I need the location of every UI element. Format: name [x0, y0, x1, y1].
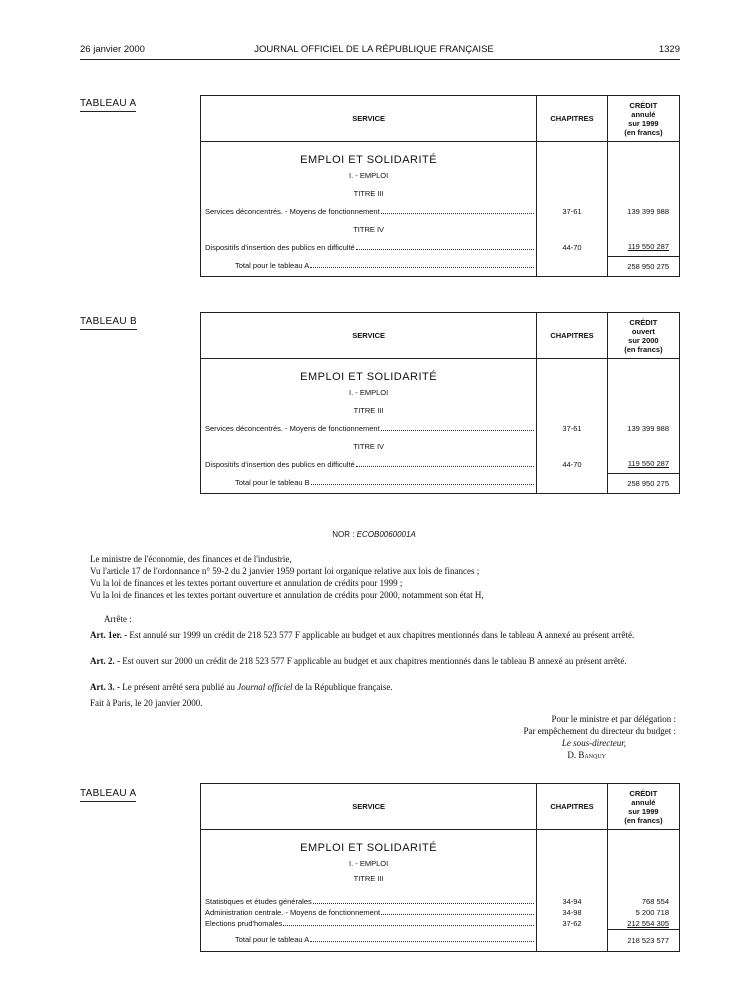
signature-line-2: Par empêchement du directeur du budget :	[523, 726, 676, 736]
titre-heading: TITRE III	[201, 872, 537, 896]
section-title: I. - EMPLOI	[201, 166, 537, 184]
tableau-a-table-2	[200, 783, 680, 952]
total-amount: 258 950 275	[607, 256, 679, 276]
total-amount: 258 950 275	[607, 473, 679, 493]
line-chapitre: 37-61	[537, 419, 608, 437]
col-chapitres: CHAPITRES	[537, 313, 608, 359]
signature-line-3: Le sous-directeur,	[561, 738, 626, 748]
header-date: 26 janvier 2000	[80, 44, 145, 55]
line-label: Elections prud'homales	[201, 919, 536, 928]
tableau-a-label-2: TABLEAU A	[80, 788, 136, 802]
total-label: Total pour le tableau B	[201, 478, 536, 487]
line-amount: 119 550 287	[607, 455, 679, 473]
tableau-a-table	[200, 95, 680, 277]
decree-vu-1: Vu l'article 17 de l'ordonnance n° 59-2 du 2 janvier 1959 portant loi organique relative aux lois de finances ;	[90, 566, 480, 576]
tableau-b-table	[200, 312, 680, 494]
decree-arrete: Arrête :	[104, 614, 132, 624]
nor-reference: NOR : ECOB0060001A	[332, 530, 416, 539]
line-amount: 119 550 287	[607, 238, 679, 256]
col-chapitres: CHAPITRES	[537, 96, 608, 142]
col-credit: CRÉDIT annulé sur 1999 (en francs)	[607, 784, 679, 830]
titre-heading: TITRE III	[201, 401, 537, 419]
line-label: Administration centrale. - Moyens de fonctionnement	[201, 908, 536, 917]
line-chapitre: 34-94	[537, 896, 608, 907]
ministry-title: EMPLOI ET SOLIDARITÉ	[201, 359, 537, 384]
col-service: SERVICE	[201, 96, 537, 142]
signature-line-1: Pour le ministre et par délégation :	[551, 714, 676, 724]
decree-intro: Le ministre de l'économie, des finances et de l'industrie,	[90, 554, 292, 564]
article-1: Art. 1er. - Est annulé sur 1999 un crédit de 218 523 577 F applicable au budget et aux chapitres mentionnés dans le tableau A annexé au présent arrêté.	[90, 630, 635, 640]
ministry-title: EMPLOI ET SOLIDARITÉ	[201, 830, 537, 855]
article-2: Art. 2. - Est ouvert sur 2000 un crédit de 218 523 577 F applicable au budget et aux chapitres mentionnés dans le tableau B annexé au présent arrêté.	[90, 656, 627, 666]
ministry-title: EMPLOI ET SOLIDARITÉ	[201, 142, 537, 167]
col-credit: CRÉDIT annulé sur 1999 (en francs)	[607, 96, 679, 142]
line-amount: 768 554	[607, 896, 679, 907]
line-chapitre: 34-98	[537, 907, 608, 918]
header-page-number: 1329	[658, 44, 680, 55]
line-chapitre: 44-70	[537, 455, 608, 473]
line-label: Services déconcentrés. - Moyens de fonctionnement	[201, 207, 536, 216]
section-title: I. - EMPLOI	[201, 383, 537, 401]
decree-vu-3: Vu la loi de finances et les textes portant ouverture et annulation de crédits pour 2000, notamment son état H,	[90, 590, 484, 600]
col-service: SERVICE	[201, 313, 537, 359]
total-amount: 218 523 577	[607, 929, 679, 951]
line-label: Dispositifs d'insertion des publics en difficulté	[201, 460, 536, 469]
tableau-b-label: TABLEAU B	[80, 316, 137, 330]
tableau-a-label: TABLEAU A	[80, 98, 136, 112]
total-label: Total pour le tableau A	[201, 261, 536, 270]
col-chapitres: CHAPITRES	[537, 784, 608, 830]
signature-name: D. Banquy	[567, 750, 606, 760]
line-amount: 139 399 988	[607, 202, 679, 220]
line-label: Statistiques et études générales	[201, 897, 536, 906]
line-chapitre: 44-70	[537, 238, 608, 256]
line-amount: 212 554 305	[607, 918, 679, 929]
titre-heading: TITRE IV	[201, 220, 537, 238]
line-amount: 139 399 988	[607, 419, 679, 437]
decree-vu-2: Vu la loi de finances et les textes portant ouverture et annulation de crédits pour 1999 ;	[90, 578, 403, 588]
line-label: Dispositifs d'insertion des publics en difficulté	[201, 243, 536, 252]
col-service: SERVICE	[201, 784, 537, 830]
section-title: I. - EMPLOI	[201, 854, 537, 872]
line-chapitre: 37-62	[537, 918, 608, 929]
titre-heading: TITRE III	[201, 184, 537, 202]
header-journal-title: JOURNAL OFFICIEL DE LA RÉPUBLIQUE FRANÇAISE	[254, 44, 494, 55]
total-label: Total pour le tableau A	[201, 935, 536, 944]
col-credit: CRÉDIT ouvert sur 2000 (en francs)	[607, 313, 679, 359]
header-rule	[80, 59, 680, 60]
titre-heading: TITRE IV	[201, 437, 537, 455]
line-amount: 5 200 718	[607, 907, 679, 918]
fait-a-paris: Fait à Paris, le 20 janvier 2000.	[90, 698, 203, 708]
line-label: Services déconcentrés. - Moyens de fonctionnement	[201, 424, 536, 433]
line-chapitre: 37-61	[537, 202, 608, 220]
article-3: Art. 3. - Le présent arrêté sera publié au Journal officiel de la République française.	[90, 682, 393, 692]
